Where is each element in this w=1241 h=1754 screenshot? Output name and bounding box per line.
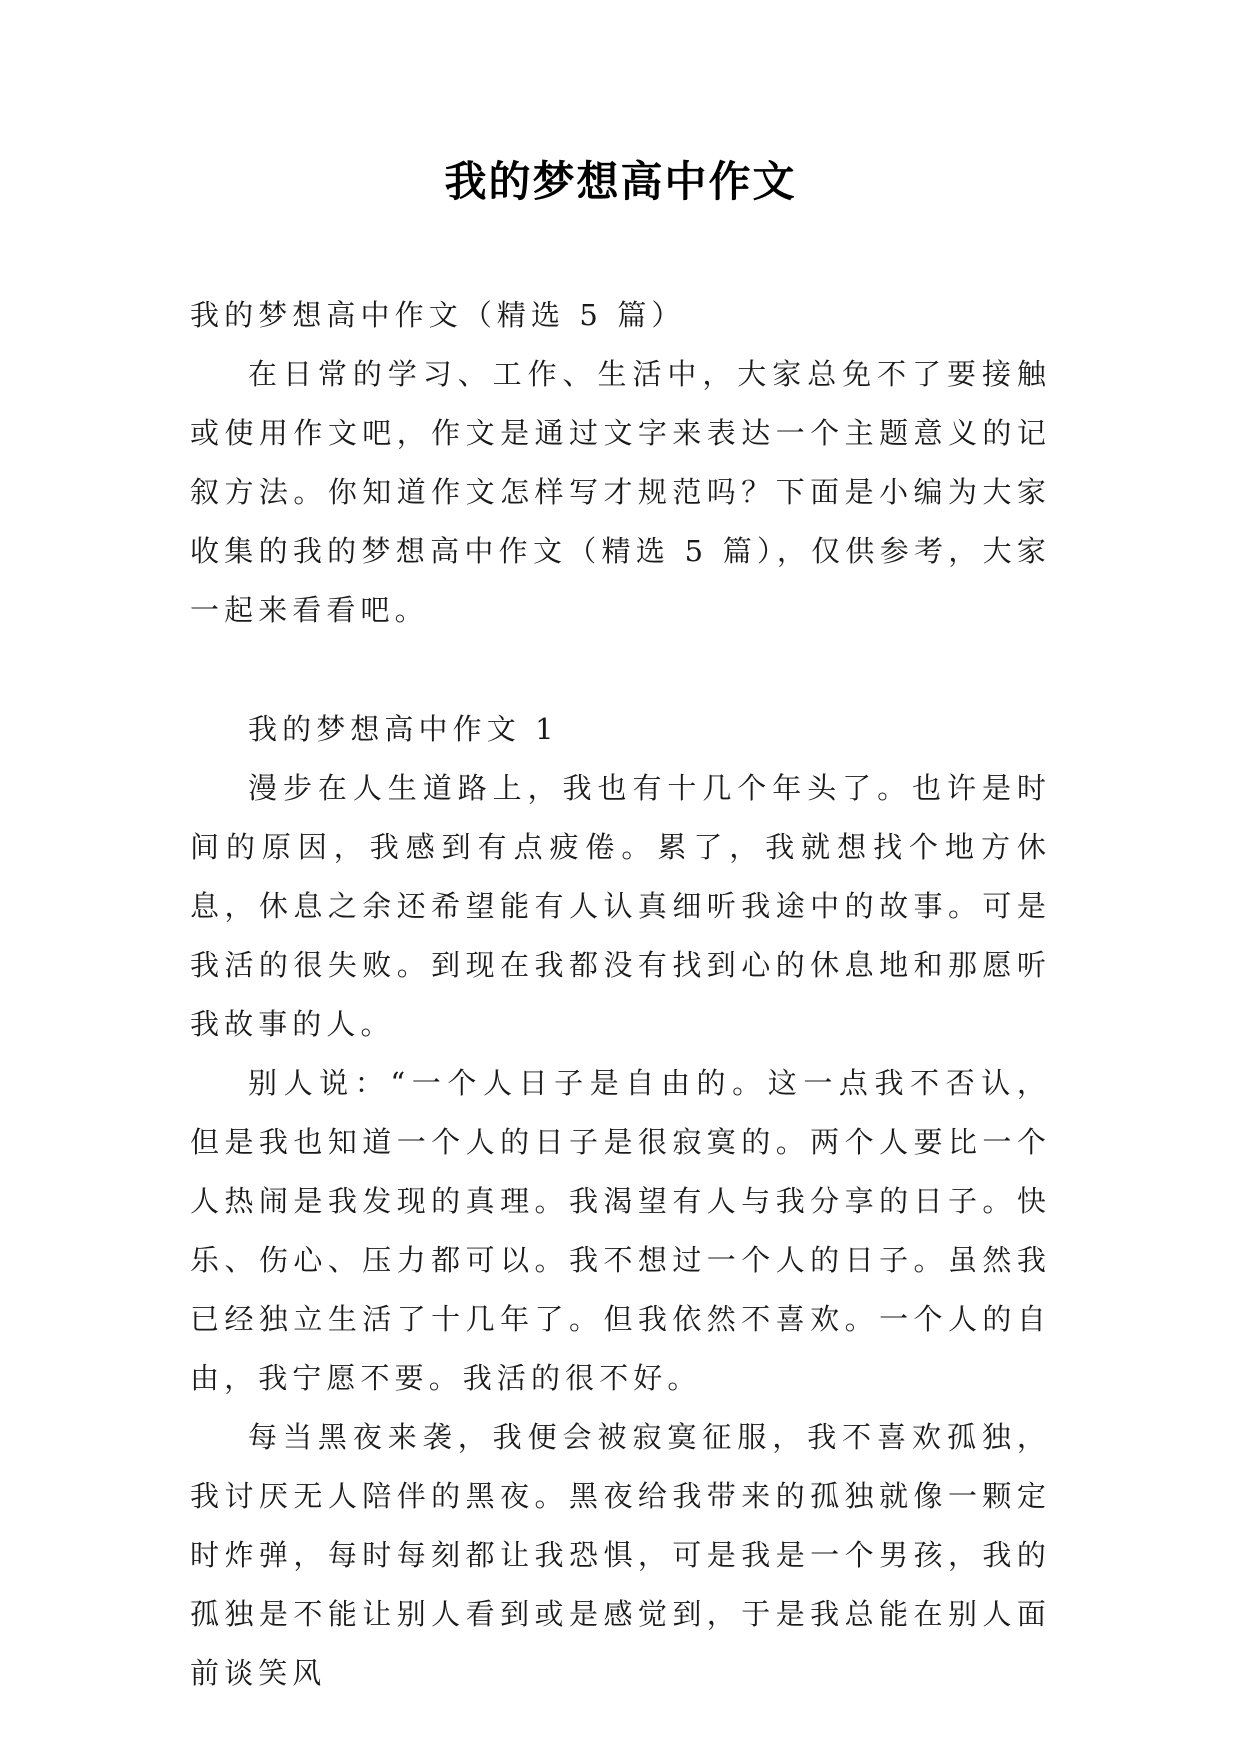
document-body bbox=[190, 286, 1051, 1703]
document-subtitle: 我的梦想高中作文（精选 5 篇） bbox=[190, 298, 686, 332]
section-spacer bbox=[190, 640, 1051, 700]
body-paragraph: 别人说：“一个人日子是自由的。这一点我不否认，但是我也知道一个人的日子是很寂寞的。两个人要比一个人热闹是我发现的真理。我渴望有人与我分享的日子。快乐、伤心、压力都可以。我不想过一个人的日子。虽然我已经独立生活了十几年了。但我依然不喜欢。一个人的自由，我宁愿不要。我活的很不好。 bbox=[190, 1066, 1051, 1395]
document-title: 我的梦想高中作文 bbox=[444, 157, 797, 206]
intro-paragraph: 在日常的学习、工作、生活中，大家总免不了要接触或使用作文吧，作文是通过文字来表达一个主题意义的记叙方法。你知道作文怎样写才规范吗？下面是小编为大家收集的我的梦想高中作文（精选 5 篇），仅供参考，大家一起来看看吧。 bbox=[190, 357, 1051, 627]
body-paragraph: 漫步在人生道路上，我也有十几个年头了。也许是时间的原因，我感到有点疲倦。累了，我就想找个地方休息，休息之余还希望能有人认真细听我途中的故事。可是我活的很失败。到现在我都没有找到心的休息地和那愿听我故事的人。 bbox=[190, 771, 1051, 1041]
body-paragraph: 每当黑夜来袭，我便会被寂寞征服，我不喜欢孤独，我讨厌无人陪伴的黑夜。黑夜给我带来的孤独就像一颗定时炸弹，每时每刻都让我恐惧，可是我是一个男孩，我的孤独是不能让别人看到或是感觉到，于是我总能在别人面前谈笑风 bbox=[190, 1420, 1051, 1690]
section-heading: 我的梦想高中作文 1 bbox=[248, 712, 559, 746]
